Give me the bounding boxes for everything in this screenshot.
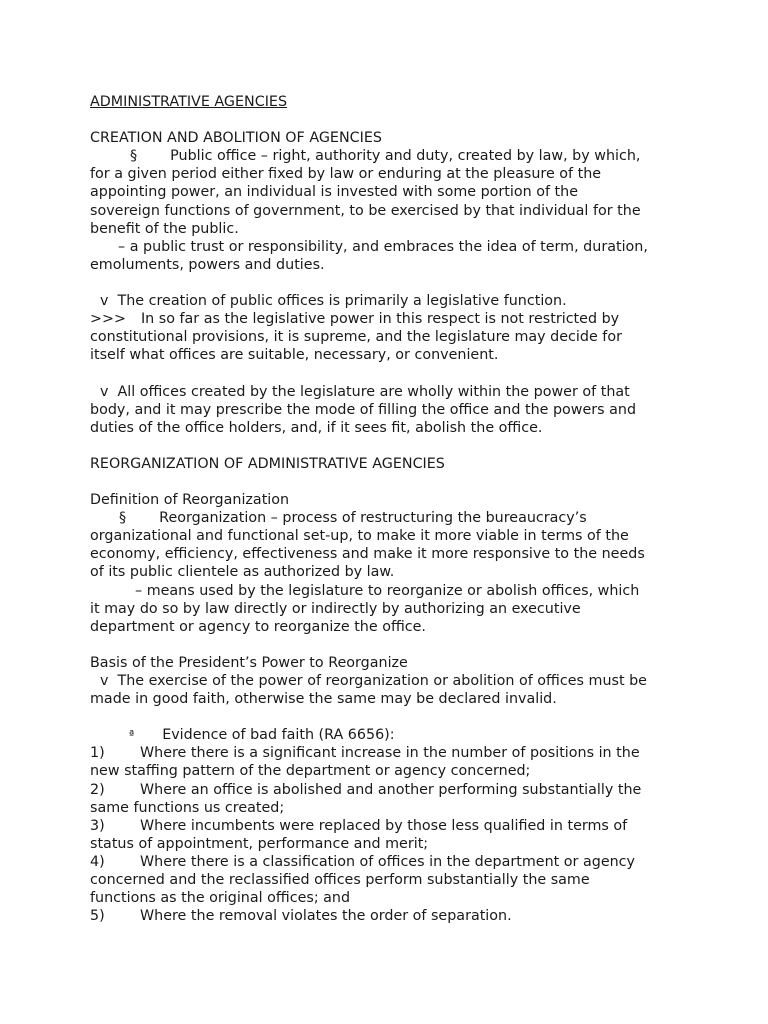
public-office-text: appointing power, an individual is invested with some portion of the: [90, 184, 579, 201]
legislative-function-text: The creation of public offices is primarily a legislative function.: [117, 293, 567, 310]
list-item-number: 2): [90, 781, 105, 798]
ordinal-marker-icon: ª: [129, 728, 135, 742]
reorganization-text: economy, efficiency, effectiveness and make it more responsive to the needs: [90, 546, 645, 563]
section-bullet-icon: §: [119, 510, 127, 527]
public-office-text: sovereign functions of government, to be exercised by that individual for the: [90, 202, 641, 219]
list-item-text: status of appointment, performance and merit;: [90, 835, 429, 852]
definition-heading: Definition of Reorganization: [90, 492, 290, 509]
spacer: [90, 364, 690, 382]
document-title: ADMINISTRATIVE AGENCIES: [90, 94, 288, 110]
spacer: [90, 473, 690, 491]
basis-heading: Basis of the President’s Power to Reorganize: [90, 654, 408, 671]
spacer: [90, 111, 690, 129]
list-item: [90, 817, 690, 835]
public-trust-text: – a public trust or responsibility, and embraces the idea of term, duration,: [118, 238, 648, 255]
list-item-text: functions as the original offices; and: [90, 890, 351, 907]
list-item: [90, 744, 690, 762]
offices-power-text: body, and it may prescribe the mode of filling the office and the powers and: [90, 401, 637, 418]
list-item-text: Where incumbents were replaced by those less qualified in terms of: [140, 817, 628, 834]
list-item: [90, 781, 690, 799]
arrow-note-line: [90, 310, 690, 328]
list-item-number: 4): [90, 853, 105, 870]
reorganization-text: of its public clientele as authorized by law.: [90, 564, 395, 581]
arrow-note-text: constitutional provisions, it is supreme, and the legislature may decide for: [90, 329, 622, 346]
section-heading-reorganization: REORGANIZATION OF ADMINISTRATIVE AGENCIES: [90, 455, 445, 472]
exercise-text: made in good faith, otherwise the same may be declared invalid.: [90, 691, 557, 708]
offices-power-text: All offices created by the legislature are wholly within the power of that: [117, 383, 630, 400]
spacer: [90, 437, 690, 455]
public-office-text: benefit of the public.: [90, 220, 239, 237]
public-office-text: for a given period either fixed by law or enduring at the pleasure of the: [90, 166, 602, 183]
list-item-text: Where there is a significant increase in the number of positions in the: [140, 745, 640, 762]
arrow-note-text: In so far as the legislative power in this respect is not restricted by: [140, 311, 620, 328]
arrow-note-text: itself what offices are suitable, necessary, or convenient.: [90, 347, 499, 364]
list-item-number: 5): [90, 908, 105, 925]
exercise-line: [90, 672, 690, 690]
public-trust-text: emoluments, powers and duties.: [90, 256, 325, 273]
means-text: it may do so by law directly or indirectly by authorizing an executive: [90, 600, 581, 617]
means-text: department or agency to reorganize the office.: [90, 618, 426, 635]
reorganization-text: Reorganization – process of restructuring the bureaucracy’s: [159, 510, 587, 527]
section-bullet-icon: §: [130, 148, 138, 165]
list-item-text: Where there is a classification of offices in the department or agency: [140, 853, 635, 870]
offices-power-text: duties of the office holders, and, if it sees fit, abolish the office.: [90, 419, 543, 436]
public-office-text: Public office – right, authority and duty, created by law, by which,: [170, 148, 641, 165]
list-item-number: 3): [90, 817, 105, 834]
list-item-text: new staffing pattern of the department or agency concerned;: [90, 763, 531, 780]
document-page: [90, 93, 690, 925]
spacer: [90, 636, 690, 654]
list-item: [90, 853, 690, 871]
exercise-text: The exercise of the power of reorganization or abolition of offices must be: [117, 673, 647, 689]
reorganization-text: organizational and functional set-up, to make it more viable in terms of the: [90, 528, 629, 545]
v-bullet-icon: v: [100, 673, 109, 689]
list-item-number: 1): [90, 745, 105, 762]
spacer: [90, 708, 690, 726]
list-item-text: same functions us created;: [90, 799, 285, 816]
list-item: [90, 907, 690, 925]
v-bullet-icon: v: [100, 293, 109, 310]
reorganization-definition-line: [90, 509, 690, 527]
offices-power-line: [90, 383, 690, 401]
evidence-heading-line: [90, 726, 690, 744]
list-item-text: Where the removal violates the order of separation.: [140, 908, 512, 925]
public-office-definition-line: [90, 147, 690, 165]
section-heading-creation: CREATION AND ABOLITION OF AGENCIES: [90, 130, 382, 147]
list-item-text: concerned and the reclassified offices perform substantially the same: [90, 872, 590, 889]
means-text: – means used by the legislature to reorganize or abolish offices, which: [135, 582, 640, 599]
evidence-heading: Evidence of bad faith (RA 6656):: [162, 727, 395, 744]
legislative-function-line: [90, 292, 690, 310]
v-bullet-icon: v: [100, 383, 109, 400]
arrow-marker-icon: >>>: [90, 311, 126, 328]
spacer: [90, 274, 690, 292]
list-item-text: Where an office is abolished and another performing substantially the: [140, 781, 642, 798]
